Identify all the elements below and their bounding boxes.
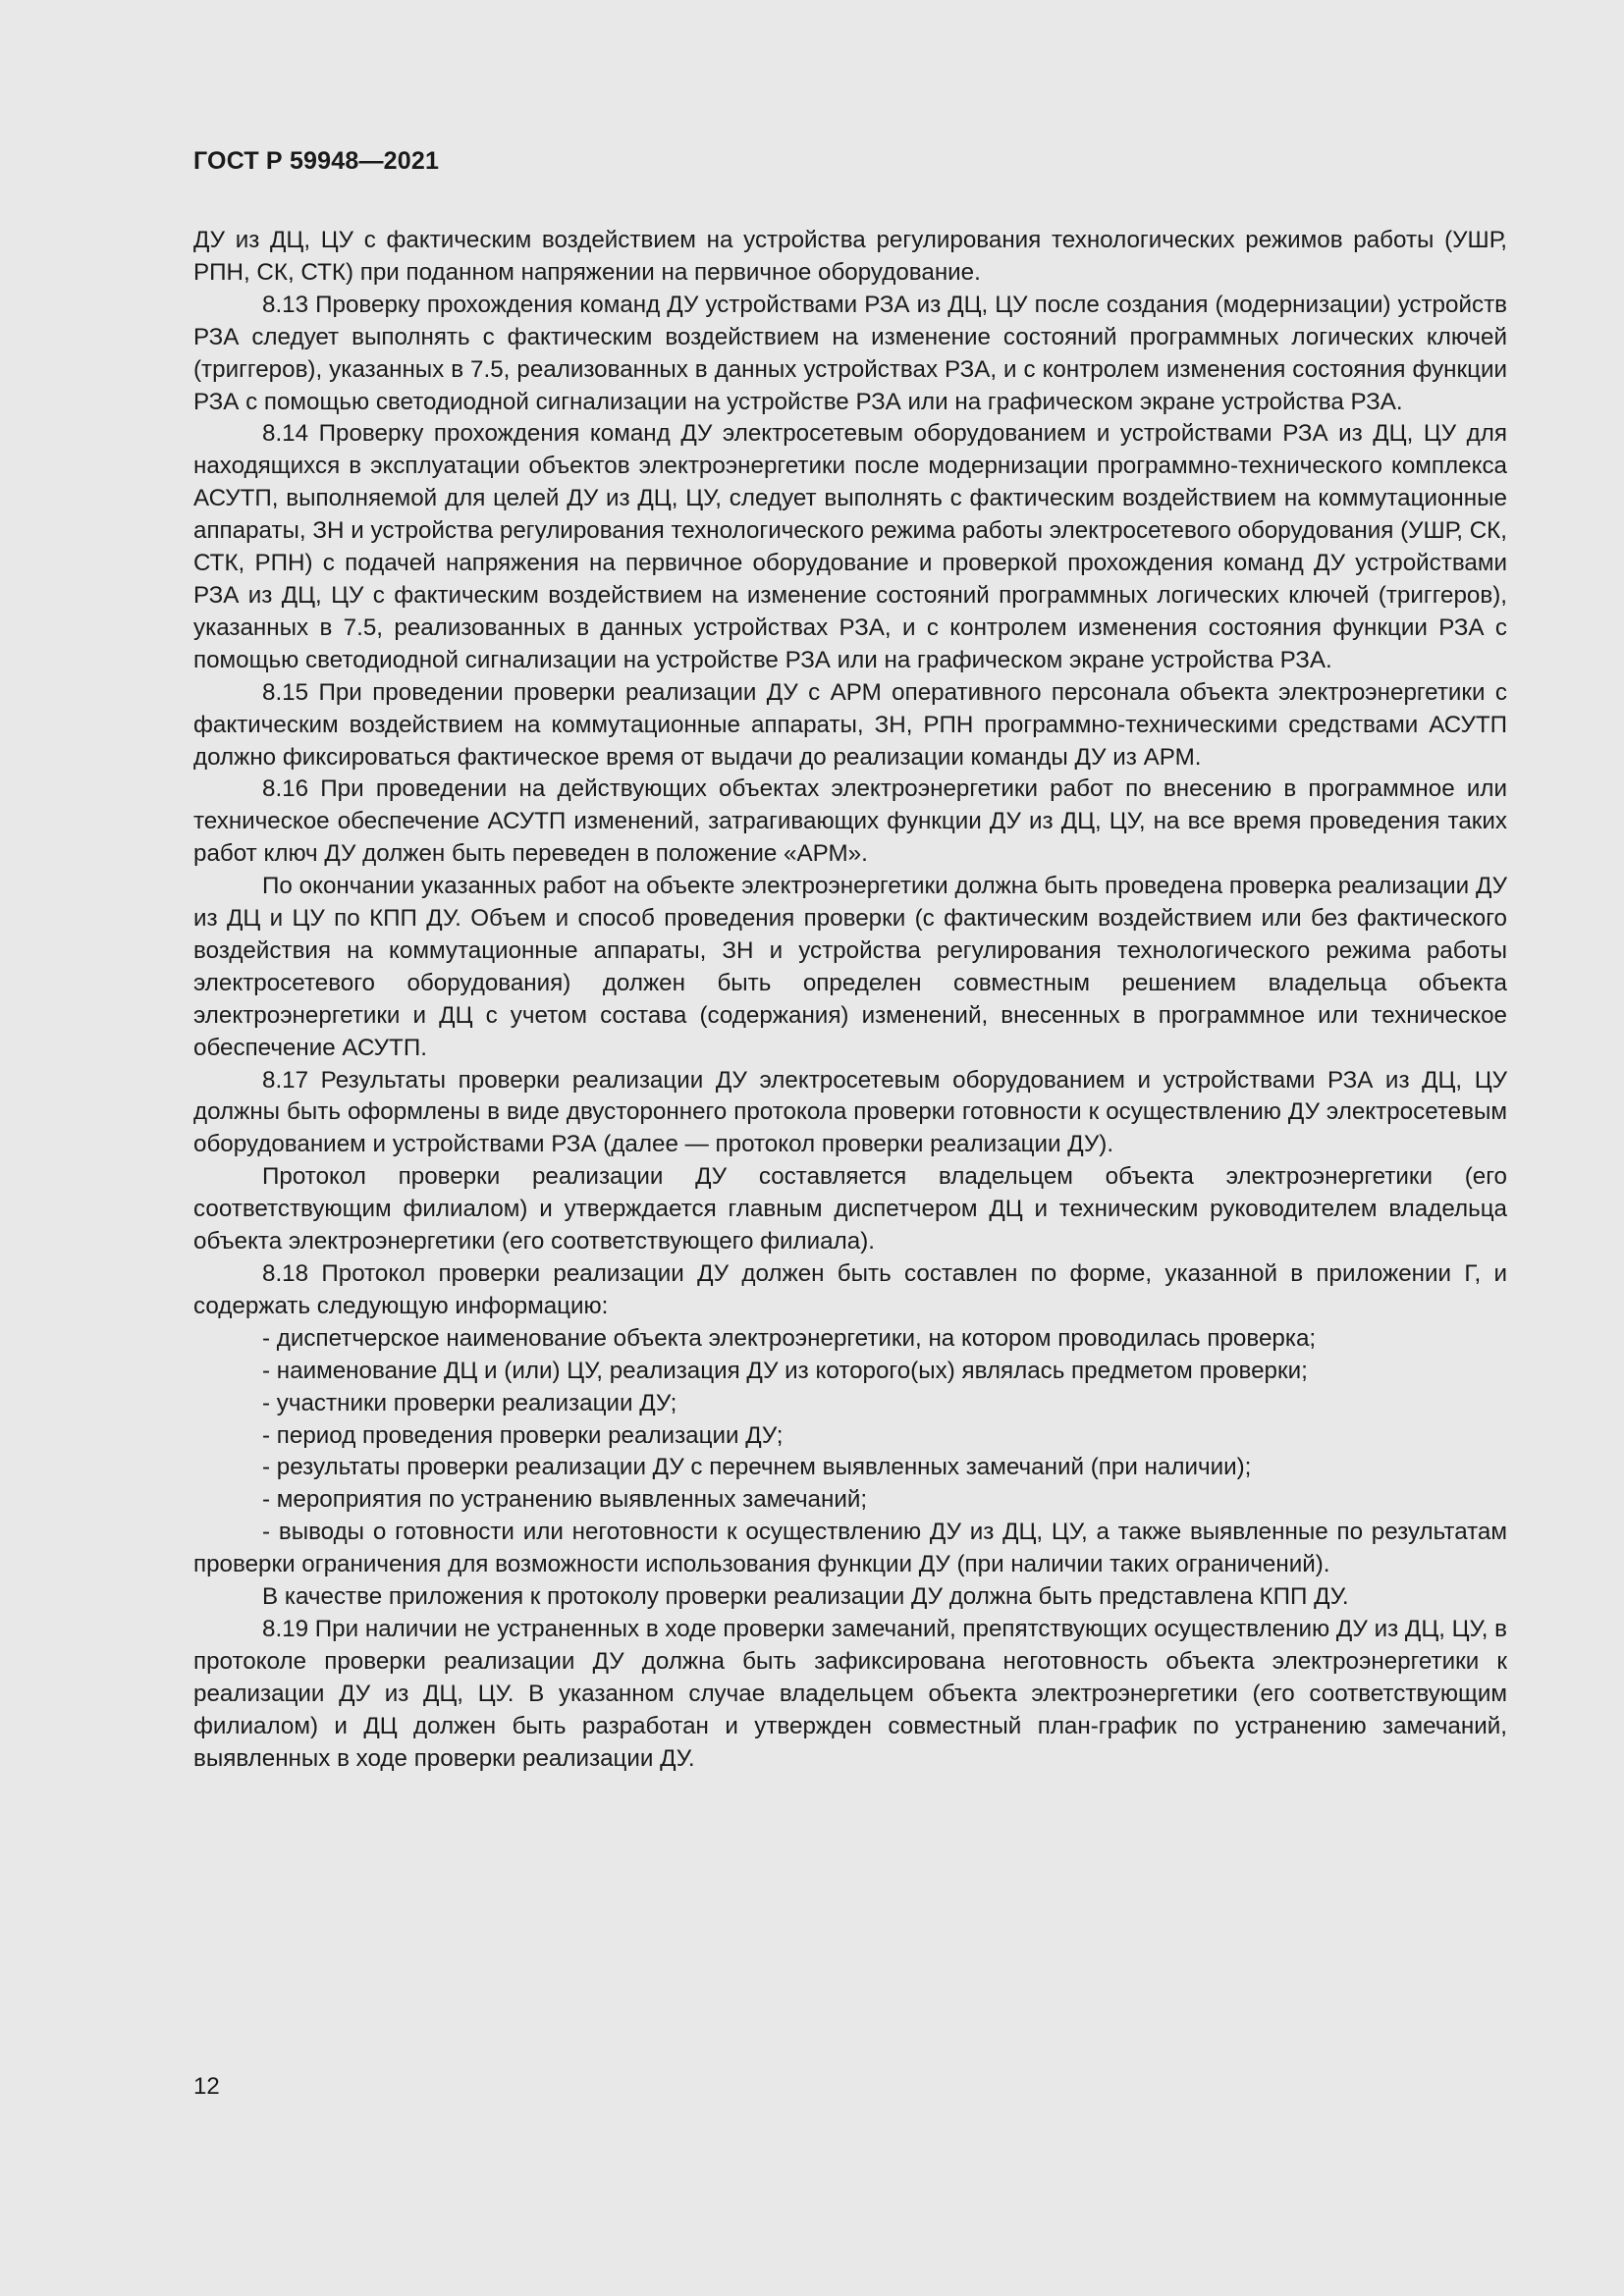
list-item: - участники проверки реализации ДУ; [262,1389,677,1416]
list-item: - выводы о готовности или неготовности к осуществлению ДУ из ДЦ, ЦУ, а также выявленные по результатам проверки ограничения для возможности использования функции ДУ (при наличии таких ограничений). [193,1519,1507,1578]
list-item: - результаты проверки реализации ДУ с перечнем выявленных замечаний (при наличии); [262,1454,1252,1481]
document-header: ГОСТ Р 59948—2021 [193,147,440,175]
paragraph-8-15: 8.15 При проведении проверки реализации ДУ с АРМ оперативного персонала объекта электроэнергетики с фактическим воздействием на коммутационные аппараты, ЗН, РПН программно-техническими средствами АСУТП должно фиксироваться фактическое время от выдачи до реализации команды ДУ из АРМ. [193,678,1507,771]
paragraph-continuation: ДУ из ДЦ, ЦУ с фактическим воздействием на устройства регулирования технологических режимов работы (УШР, РПН, СК, СТК) при поданном напряжении на первичное оборудование. [193,227,1507,286]
list-item: - диспетчерское наименование объекта электроэнергетики, на котором проводилась проверка; [262,1324,1317,1352]
paragraph-8-18: 8.18 Протокол проверки реализации ДУ должен быть составлен по форме, указанной в приложении Г, и содержать следующую информацию: [193,1260,1507,1319]
paragraph-8-17: 8.17 Результаты проверки реализации ДУ электросетевым оборудованием и устройствами РЗА из ДЦ, ЦУ должны быть оформлены в виде двустороннего протокола проверки готовности к осуществлению ДУ электросетевым оборудованием и устройствами РЗА (далее — протокол проверки реализации ДУ). [193,1066,1507,1158]
page-number: 12 [193,2073,220,2100]
paragraph-8-17-protocol: Протокол проверки реализации ДУ составляется владельцем объекта электроэнергетики (его соответствующим филиалом) и утверждается главным диспетчером ДЦ и техническим руководителем владельца объекта электроэнергетики (его соответствующего филиала). [193,1163,1507,1255]
paragraph-attachment: В качестве приложения к протоколу проверки реализации ДУ должна быть представлена КПП ДУ. [262,1583,1349,1611]
paragraph-8-14: 8.14 Проверку прохождения команд ДУ электросетевым оборудованием и устройствами РЗА из ДЦ, ЦУ для находящихся в эксплуатации объектов электроэнергетики после модернизации программно-технического комплекса АСУТП, выполняемой для целей ДУ из ДЦ, ЦУ, следует выполнять с фактическим воздействием на коммутационные аппараты, ЗН и устройства регулирования технологического режима работы электросетевого оборудования (УШР, СК, СТК, РПН) с подачей напряжения на первичное оборудование и проверкой прохождения команд ДУ устройствами РЗА из ДЦ, ЦУ с фактическим воздействием на изменение состояний программных логических ключей (триггеров), указанных в 7.5, реализованных в данных устройствах РЗА, и с контролем изменения состояния функции РЗА с помощью светодиодной сигнализации на устройстве РЗА или на графическом экране устройства РЗА. [193,420,1507,673]
paragraph-8-16: 8.16 При проведении на действующих объектах электроэнергетики работ по внесению в программное или техническое обеспечение АСУТП изменений, затрагивающих функции ДУ из ДЦ, ЦУ, на все время проведения таких работ ключ ДУ должен быть переведен в положение «АРМ». [193,775,1507,868]
list-item: - наименование ДЦ и (или) ЦУ, реализация ДУ из которого(ых) являлась предметом проверки; [262,1357,1308,1384]
paragraph-8-13: 8.13 Проверку прохождения команд ДУ устройствами РЗА из ДЦ, ЦУ после создания (модернизации) устройств РЗА следует выполнять с фактическим воздействием на изменение состояний программных логических ключей (триггеров), указанных в 7.5, реализованных в данных устройствах РЗА, и с контролем изменения состояния функции РЗА с помощью светодиодной сигнализации на устройстве РЗА или на графическом экране устройства РЗА. [193,291,1507,415]
paragraph-8-16-followup: По окончании указанных работ на объекте электроэнергетики должна быть проведена проверка реализации ДУ из ДЦ и ЦУ по КПП ДУ. Объем и способ проведения проверки (с фактическим воздействием или без фактического воздействия на коммутационные аппараты, ЗН и устройства регулирования технологического режима работы электросетевого оборудования) должен быть определен совместным решением владельца объекта электроэнергетики и ДЦ с учетом состава (содержания) изменений, внесенных в программное или техническое обеспечение АСУТП. [193,873,1507,1061]
list-item: - мероприятия по устранению выявленных замечаний; [262,1486,868,1514]
document-body [193,225,1507,1776]
list-item: - период проведения проверки реализации ДУ; [262,1421,784,1449]
paragraph-8-19: 8.19 При наличии не устраненных в ходе проверки замечаний, препятствующих осуществлению ДУ из ДЦ, ЦУ, в протоколе проверки реализации ДУ должна быть зафиксирована неготовность объекта электроэнергетики к реализации ДУ из ДЦ, ЦУ. В указанном случае владельцем объекта электроэнергетики (его соответствующим филиалом) и ДЦ должен быть разработан и утвержден совместный план-график по устранению замечаний, выявленных в ходе проверки реализации ДУ. [193,1615,1507,1772]
